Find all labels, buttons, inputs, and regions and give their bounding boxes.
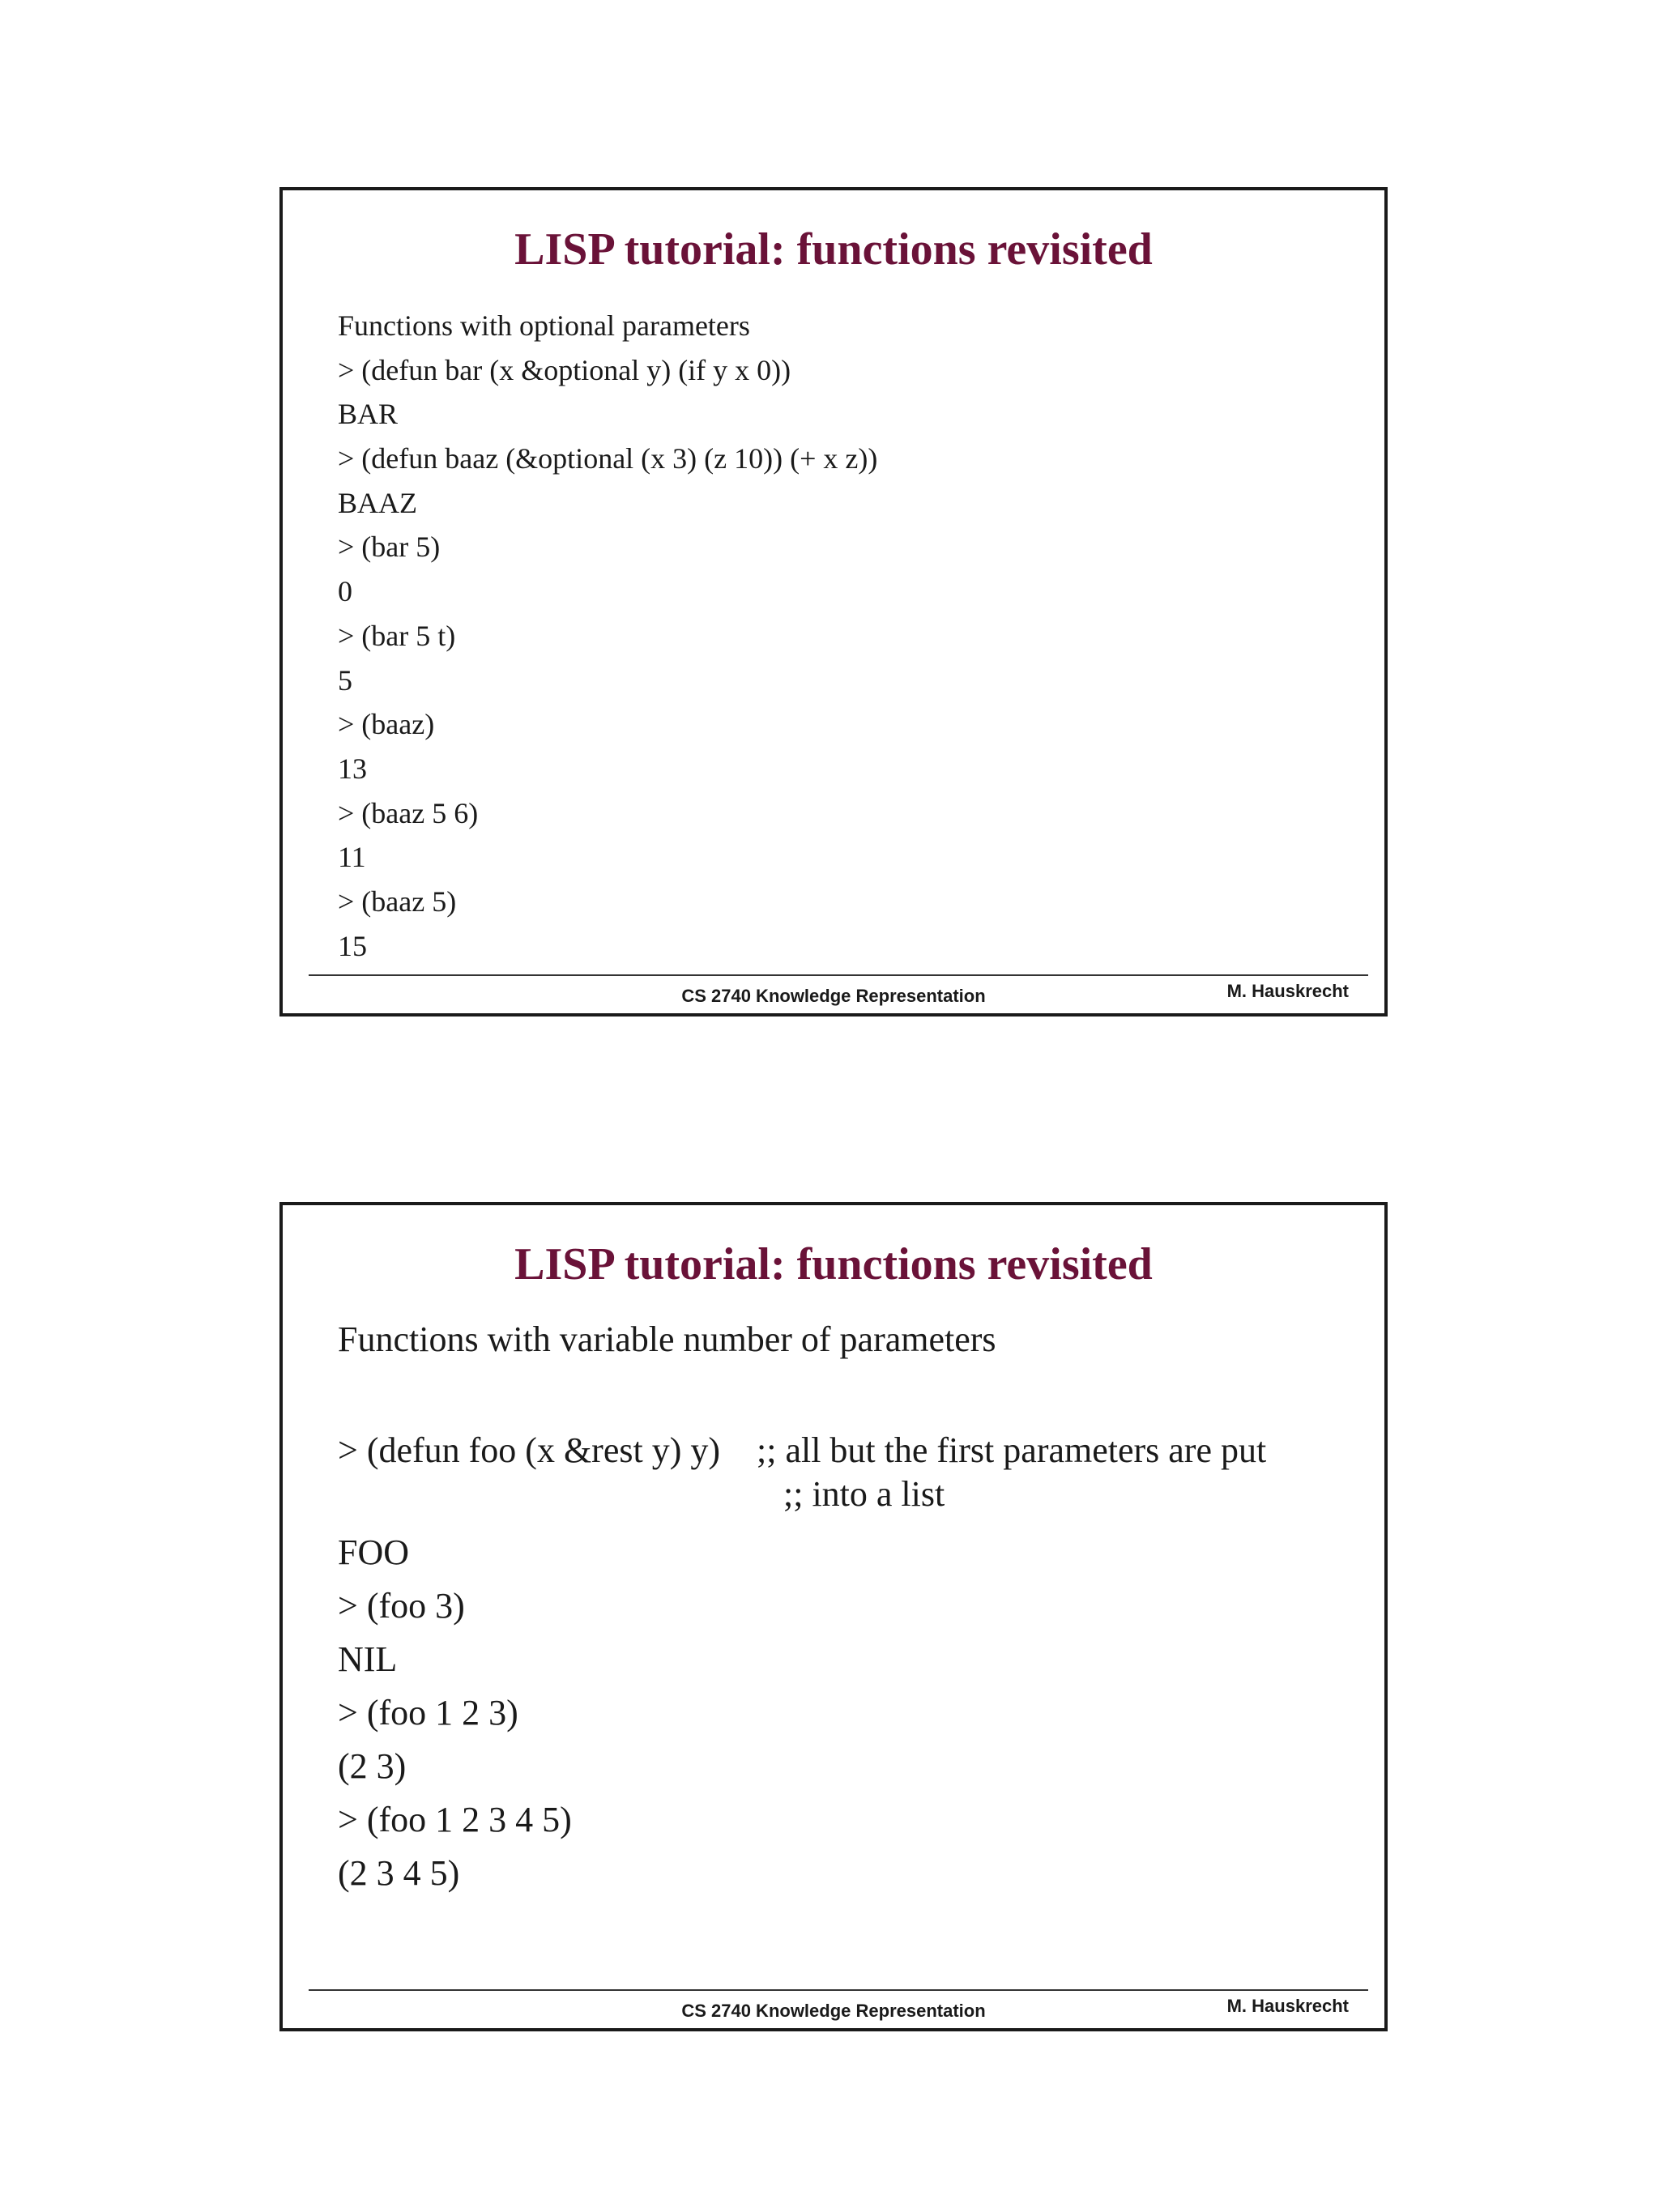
slide-heading: Functions with variable number of parameters [338, 1319, 996, 1359]
slide-title: LISP tutorial: functions revisited [514, 1239, 1153, 1289]
slide-1 [279, 187, 1388, 1016]
body-line: (2 3) [338, 1746, 407, 1786]
slide-body [338, 1526, 572, 1900]
body-line: > (bar 5) [338, 531, 441, 564]
body-line: 5 [338, 663, 352, 697]
comment-line: ;; all but the first parameters are put [757, 1430, 1267, 1470]
code-line-defun: > (defun foo (x &rest y) y) [338, 1430, 721, 1470]
body-line: > (baaz) [338, 708, 435, 741]
footer-author: M. Hauskrecht [1226, 981, 1349, 1001]
body-line: BAR [338, 398, 399, 431]
body-line: Functions with optional parameters [338, 309, 750, 342]
body-line: NIL [338, 1639, 398, 1679]
body-line: > (baaz 5 6) [338, 796, 479, 829]
footer-author: M. Hauskrecht [1226, 1996, 1349, 2016]
body-line: 15 [338, 929, 367, 962]
slide-2 [279, 1202, 1388, 2031]
slide-title: LISP tutorial: functions revisited [514, 224, 1153, 275]
body-line: > (baaz 5) [338, 884, 457, 918]
body-line: > (foo 1 2 3) [338, 1693, 518, 1733]
footer-divider [309, 1989, 1368, 1991]
footer-divider [309, 974, 1368, 976]
footer-course: CS 2740 Knowledge Representation [681, 2001, 986, 2021]
body-line: 11 [338, 841, 366, 874]
body-line: 0 [338, 575, 352, 608]
comment-line: ;; into a list [783, 1474, 945, 1514]
footer-course: CS 2740 Knowledge Representation [681, 986, 986, 1006]
body-line: > (foo 1 2 3 4 5) [338, 1800, 572, 1839]
slide-body [338, 304, 877, 968]
body-line: BAAZ [338, 486, 417, 519]
body-line: > (defun baaz (&optional (x 3) (z 10)) (+ x z)) [338, 442, 878, 475]
body-line: > (foo 3) [338, 1586, 465, 1626]
body-line: > (bar 5 t) [338, 619, 456, 652]
body-line: FOO [338, 1532, 410, 1572]
body-line: 13 [338, 752, 367, 785]
body-line: > (defun bar (x &optional y) (if y x 0)) [338, 353, 791, 386]
body-line: (2 3 4 5) [338, 1853, 460, 1893]
